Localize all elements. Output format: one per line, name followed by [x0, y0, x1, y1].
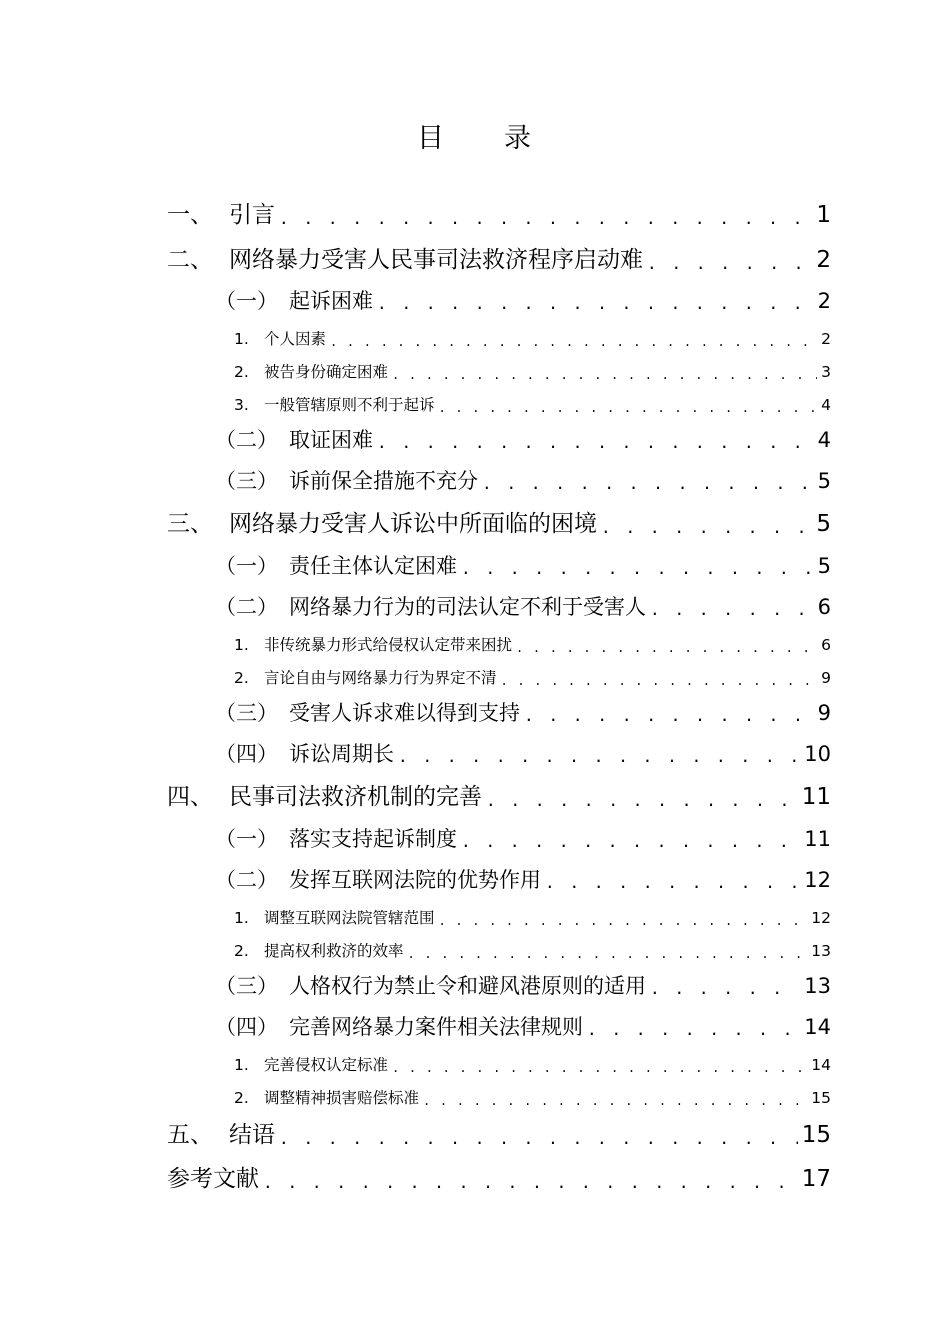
dot-leader: [516, 638, 817, 654]
dot-leader: [439, 911, 808, 927]
toc-text: 言论自由与网络暴力行为界定不清: [264, 669, 497, 687]
toc-entry-level3[interactable]: [167, 671, 831, 687]
toc-page: 11: [801, 784, 831, 810]
toc-text: 诉讼周期长: [289, 742, 394, 766]
dot-leader: [650, 597, 814, 618]
toc-number: 1.: [234, 1056, 249, 1074]
toc-number: 五、: [167, 1122, 213, 1148]
toc-page: 15: [811, 1089, 831, 1107]
dot-leader: [423, 1091, 807, 1107]
toc-entry-level2[interactable]: [167, 829, 831, 850]
toc-text: 落实支持起诉制度: [289, 827, 457, 851]
toc-entry-level2[interactable]: [167, 556, 831, 577]
toc-entry-level3[interactable]: [167, 398, 831, 414]
toc-entry-level2[interactable]: [167, 703, 831, 724]
toc-page: 15: [801, 1122, 831, 1148]
toc-text: 起诉困难: [289, 289, 373, 313]
toc-number: 3.: [234, 396, 249, 414]
toc-number: （三）: [215, 974, 278, 998]
toc-entry-level2[interactable]: [167, 430, 831, 451]
dot-leader: [524, 703, 814, 724]
dot-leader: [647, 249, 812, 272]
dot-leader: [392, 365, 817, 381]
toc-text: 责任主体认定困难: [289, 554, 457, 578]
toc-number: 2.: [234, 1089, 249, 1107]
toc-text: 取证困难: [289, 428, 373, 452]
toc-text: 个人因素: [264, 330, 327, 348]
toc-number: （一）: [215, 827, 278, 851]
dot-leader: [601, 513, 812, 536]
toc-title: 目 录: [417, 123, 533, 154]
toc-text: 发挥互联网法院的优势作用: [289, 868, 541, 892]
toc-page: 13: [811, 942, 831, 960]
toc-text: 民事司法救济机制的完善: [229, 784, 482, 810]
toc-entry-level3[interactable]: [167, 1058, 831, 1074]
dot-leader: [279, 204, 812, 227]
dot-leader: [398, 744, 800, 765]
toc-page: 12: [811, 909, 831, 927]
toc-entry-level3[interactable]: [167, 638, 831, 654]
toc-page: 12: [804, 868, 831, 892]
toc-page: 2: [817, 289, 831, 313]
toc-entry-level2[interactable]: [167, 744, 831, 765]
dot-leader: [408, 944, 808, 960]
toc-page: 14: [811, 1056, 831, 1074]
toc-page: 10: [804, 742, 831, 766]
toc-text: 网络暴力受害人诉讼中所面临的困境: [229, 511, 597, 537]
dot-leader: [650, 976, 800, 997]
toc-page: 2: [821, 330, 831, 348]
dot-leader: [482, 471, 814, 492]
toc-entry-level2[interactable]: [167, 291, 831, 312]
toc-text: 提高权利救济的效率: [264, 942, 404, 960]
toc-page: 6: [821, 636, 831, 654]
dot-leader: [330, 332, 817, 348]
toc-page: 5: [817, 554, 831, 578]
toc-text: 完善侵权认定标准: [264, 1056, 389, 1074]
toc-text: 调整精神损害赔偿标准: [264, 1089, 420, 1107]
toc-page: 6: [817, 595, 831, 619]
toc-number: 二、: [167, 247, 213, 273]
dot-leader: [545, 870, 800, 891]
toc-number: 2.: [234, 363, 249, 381]
toc-page: 17: [801, 1166, 831, 1192]
toc-entry-level1[interactable]: [167, 1124, 831, 1147]
dot-leader: [439, 398, 818, 414]
toc-page: 9: [817, 701, 831, 725]
toc-number: （四）: [215, 742, 278, 766]
dot-leader: [461, 556, 814, 577]
dot-leader: [377, 291, 814, 312]
toc-entry-level2[interactable]: [167, 1017, 831, 1038]
toc-text: 调整互联网法院管辖范围: [264, 909, 435, 927]
toc-text: 非传统暴力形式给侵权认定带来困扰: [264, 636, 513, 654]
toc-text: 人格权行为禁止令和避风港原则的适用: [289, 974, 646, 998]
toc-page: 9: [821, 669, 831, 687]
toc-page: 1: [816, 202, 831, 228]
dot-leader: [587, 1017, 800, 1038]
toc-entry-level1[interactable]: [167, 786, 831, 809]
toc-text: 网络暴力受害人民事司法救济程序启动难: [229, 247, 643, 273]
dot-leader: [263, 1168, 798, 1191]
toc-number: （三）: [215, 469, 278, 493]
dot-leader: [279, 1124, 798, 1147]
toc-number: 1.: [234, 330, 249, 348]
toc-entry-level3[interactable]: [167, 332, 831, 348]
toc-text: 网络暴力行为的司法认定不利于受害人: [289, 595, 646, 619]
toc-number: 1.: [234, 636, 249, 654]
toc-text: 受害人诉求难以得到支持: [289, 701, 520, 725]
toc-entry-level1[interactable]: [167, 204, 831, 227]
toc-number: （一）: [215, 554, 278, 578]
toc-entry-level3[interactable]: [167, 911, 831, 927]
toc-entry-level3[interactable]: [167, 944, 831, 960]
toc-entry-level2[interactable]: [167, 471, 831, 492]
toc-text: 完善网络暴力案件相关法律规则: [289, 1015, 583, 1039]
toc-number: 三、: [167, 511, 213, 537]
dot-leader: [461, 829, 800, 850]
dot-leader: [501, 671, 818, 687]
toc-number: 2.: [234, 669, 249, 687]
toc-page: 5: [817, 469, 831, 493]
toc-page: 11: [804, 827, 831, 851]
toc-entry-level3[interactable]: [167, 1091, 831, 1107]
toc-page: 13: [804, 974, 831, 998]
table-of-contents: [167, 0, 831, 1344]
toc-entry-level2[interactable]: [167, 976, 831, 997]
toc-entry-level1[interactable]: [167, 513, 831, 536]
toc-number: （二）: [215, 595, 278, 619]
toc-text: 诉前保全措施不充分: [289, 469, 478, 493]
toc-entry-level3[interactable]: [167, 365, 831, 381]
toc-page: 3: [821, 363, 831, 381]
toc-text: 引言: [229, 202, 275, 228]
toc-number: 1.: [234, 909, 249, 927]
toc-number: （一）: [215, 289, 278, 313]
toc-text: 被告身份确定困难: [264, 363, 389, 381]
toc-number: 四、: [167, 784, 213, 810]
toc-page: 5: [816, 511, 831, 537]
toc-entry-level1[interactable]: [167, 249, 831, 272]
toc-number: （三）: [215, 701, 278, 725]
toc-entry-level2[interactable]: [167, 870, 831, 891]
toc-number: （四）: [215, 1015, 278, 1039]
toc-page: 2: [816, 247, 831, 273]
toc-text: 一般管辖原则不利于起诉: [264, 396, 435, 414]
toc-number: 一、: [167, 202, 213, 228]
toc-entry-references[interactable]: [167, 1168, 831, 1191]
toc-page: 4: [821, 396, 831, 414]
toc-entry-level2[interactable]: [167, 597, 831, 618]
toc-text: 结语: [229, 1122, 275, 1148]
dot-leader: [486, 786, 798, 809]
toc-number: 2.: [234, 942, 249, 960]
dot-leader: [392, 1058, 807, 1074]
toc-number: （二）: [215, 868, 278, 892]
toc-page: 14: [804, 1015, 831, 1039]
toc-text: 参考文献: [167, 1166, 259, 1192]
toc-page: 4: [817, 428, 831, 452]
toc-number: （二）: [215, 428, 278, 452]
dot-leader: [377, 430, 814, 451]
